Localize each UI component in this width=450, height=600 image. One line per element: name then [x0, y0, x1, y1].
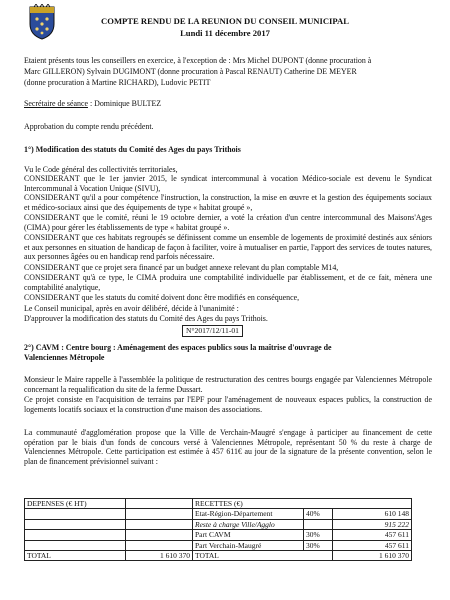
total-label-right: TOTAL [193, 551, 333, 561]
table-row [25, 519, 412, 529]
deliberation-reference: N°2017/12/11-01 [182, 325, 243, 337]
table-row [25, 540, 412, 550]
table-total-row [25, 551, 412, 561]
table-header-row [25, 499, 412, 509]
section-2-title-line-2: Valenciennes Métropole [24, 353, 105, 362]
approval-text: Approbation du compte rendu précédent. [24, 122, 154, 131]
table-cell [126, 499, 193, 509]
decision-text: D'approuver la modification des statuts du Comité des Ages du pays Trithois. [24, 314, 268, 323]
table-cell [126, 509, 193, 519]
section-1-paragraph: CONSIDERANT que ces habitats regroupés se définissent comme un ensemble de logements de proximité destinés aux séniors et aux personnes en situation de handicap de façon à faciliter, voire à mutualiser en partie, l'apport des services de toutes natures, aux personnes âgées ou en handicap rend parfois nécessaire. [24, 233, 432, 262]
section-1-paragraph: CONSIDERANT que le 1er janvier 2015, le syndicat intercommunal à vocation Médico-sociale est devenu le Syndicat Intercommunal à Vocation Unique (SIVU), [24, 174, 432, 193]
table-row [25, 509, 412, 519]
recette-label: Part Verchain-Maugré [193, 540, 304, 550]
secretary-label: Secrétaire de séance [24, 99, 88, 108]
recette-amount: 457 611 [333, 540, 412, 550]
decision-intro: Le Conseil municipal, après en avoir délibéré, décide à l'unanimité : [24, 304, 239, 313]
recettes-header: RECETTES (€) [193, 499, 412, 509]
table-cell [25, 540, 126, 550]
recette-label: Part CAVM [193, 530, 304, 540]
table-row [25, 530, 412, 540]
attendance-line-1: Etaient présents tous les conseillers en exercice, à l'exception de : Mrs Michel DUPONT (donne procuration à [24, 56, 372, 65]
recette-pct: 30% [304, 530, 333, 540]
table-cell [126, 540, 193, 550]
attendance-line-2: Marc GILLERON) Sylvain DUGIMONT (donne procuration à Pascal RENAUT) Catherine DE MEYER [24, 67, 357, 76]
total-left: 1 610 370 [126, 551, 193, 561]
section-1-paragraph: CONSIDERANT que le comité, réuni le 19 octobre dernier, a voté la création d'un centre intercommunal des Maisons'Ages (CIMA) pour gérer les établissements de type « habitat groupé ». [24, 213, 432, 232]
table-cell [25, 530, 126, 540]
meeting-date: Lundi 11 décembre 2017 [180, 28, 270, 38]
section-2-title-line-1: 2°) CAVM : Centre bourg : Aménagement des espaces publics sous la maîtrise d'ouvrage de [24, 343, 332, 352]
recette-pct: 30% [304, 540, 333, 550]
page-title: COMPTE RENDU DE LA REUNION DU CONSEIL MUNICIPAL [101, 16, 349, 26]
table-cell [25, 509, 126, 519]
depenses-header: DEPENSES (€ HT) [25, 499, 126, 509]
recette-pct [304, 519, 333, 529]
financing-table [24, 498, 412, 561]
section-1-paragraph: CONSIDERANT que ce projet sera financé par un budget annexe relevant du plan comptable M14, [24, 263, 339, 272]
table-cell [126, 530, 193, 540]
section-1-paragraph: CONSIDERANT qu'à ce type, le CIMA produira une comptabilité individuelle par établissement, et de ce fait, mènera une comptabilité analytique, [24, 273, 432, 292]
section-1-title: 1°) Modification des statuts du Comité des Ages du pays Trithois [24, 145, 241, 154]
section-1-paragraph: CONSIDERANT que les statuts du comité doivent donc être modifiés en conséquence, [24, 293, 300, 302]
table-cell [126, 519, 193, 529]
attendance-line-3: (donne procuration à Martine RICHARD), Ludovic PETIT [24, 78, 211, 87]
table-cell [25, 519, 126, 529]
recette-amount: 457 611 [333, 530, 412, 540]
total-right: 1 610 370 [333, 551, 412, 561]
secretary-line [24, 99, 432, 109]
recette-label: Etat-Région-Département [193, 509, 304, 519]
section-2-paragraph: Monsieur le Maire rappelle à l'assemblée la politique de restructuration des centres bourgs engagée par Valenciennes Métropole concernant la requalification du site de la ferme Dussart. [24, 375, 432, 394]
section-2-paragraph: Ce projet consiste en l'acquisition de terrains par l'EPF pour l'aménagement de nouveaux espaces publics, la construction de logements locatifs sociaux et la construction d'une maison des associations. [24, 395, 432, 414]
secretary-value: : Dominique BULTEZ [89, 99, 162, 108]
section-2-paragraph: La communauté d'agglomération propose que la Ville de Verchain-Maugré s'engage à participer au financement de cette opération par le biais d'un fonds de concours versé à Valenciennes Métropole, représentant 50 % du reste à charge de Valenciennes Métropole. Cette participation est estimée à 457 611€ au jour de la signature de la présente convention, selon le plan de financement prévisionnel suivant : [24, 428, 432, 466]
recette-amount: 610 148 [333, 509, 412, 519]
total-label-left: TOTAL [25, 551, 126, 561]
section-1-paragraph: Vu le Code général des collectivités territoriales, [24, 165, 178, 174]
recette-label: Reste à charge Ville/Agglo [193, 519, 304, 529]
section-1-paragraph: CONSIDERANT qu'il a pour compétence l'instruction, la construction, la mise en œuvre et la gestion des équipements sociaux et médico-sociaux ainsi que des équipements de type « habitat groupé », [24, 193, 432, 212]
recette-amount: 915 222 [333, 519, 412, 529]
recette-pct: 40% [304, 509, 333, 519]
